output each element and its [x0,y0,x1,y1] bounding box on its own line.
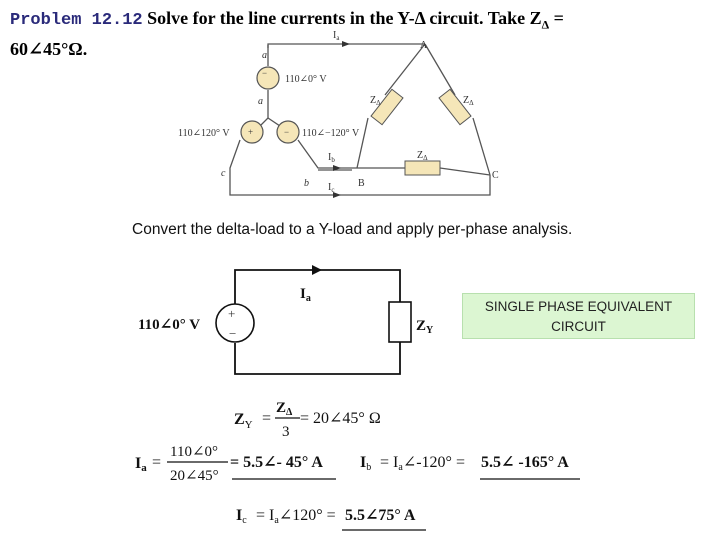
node-B-label: B [358,178,365,189]
node-b-label: b [304,178,309,189]
svg-text:Ia: Ia [135,455,147,474]
ia-eq-num: 110∠0° [170,444,219,460]
node-c-label: c [221,168,226,179]
source-b-label: 110∠−120° V [302,128,360,139]
svg-text:= Ia∠120° =: = Ia∠120° = [256,507,336,526]
zy-eq-lhs: Z [234,411,245,428]
svg-text:ZΔ: $Z_\Delta$ [463,95,474,107]
source-a-minus: − [262,68,268,78]
ib-eq-mid: = I [380,454,399,471]
z-bottom-label: Z [417,150,424,161]
ib-eq-lhs: I [360,454,367,471]
source-a-label: 110∠0° V [285,74,327,85]
svg-text:=: = [262,410,272,427]
zy-eq-num: Z [276,400,287,416]
svg-text:ZY: $Z_Y$ [234,411,253,431]
equivalent-circuit-label [462,293,695,339]
zy-impedance-icon [389,302,411,342]
equivalent-label-line2: CIRCUIT [551,319,606,334]
source-a-icon [257,67,279,89]
equivalent-label-line1: SINGLE PHASE EQUIVALENT [484,299,673,314]
ia-eq-den: 20∠45° [170,468,219,484]
source-value: 110∠0° V [138,317,201,333]
ic-eq-mid: = I [256,507,275,524]
ia-eq-rhs: = 5.5∠- 45° A [230,454,323,471]
svg-text:ZY: $Z_Y$ [416,318,434,336]
svg-text:ZΔ: $Z_\Delta$ [417,150,428,162]
current-label: I [300,286,306,302]
ia-eq-lhs: I [135,455,142,472]
zy-label: Z [416,318,427,334]
z-delta-bottom-icon [405,161,440,175]
ic-eq-rhs: 5.5∠75° A [345,507,416,524]
problem-label: Problem 12.12 [10,11,143,30]
instruction-text: Convert the delta-load to a Y-load and apply per-phase analysis. [132,221,573,238]
node-A-label: A [420,40,428,51]
source-c-label: 110∠120° V [178,128,230,139]
zy-eq-rhs: = 20∠45° Ω [300,410,381,427]
equations [135,400,580,530]
problem-statement: Solve for the line currents in the Y-Δ circuit. Take $Z_\Delta$ = [147,8,564,32]
svg-text:Ic: Ic [236,507,247,526]
node-a-label: a [262,50,267,61]
svg-text:Ic: $I_c$ [328,182,335,194]
source-b-minus: − [284,127,290,137]
zy-eq-den: 3 [282,424,290,440]
svg-text:ZΔ: $Z_\Delta$ [370,95,381,107]
single-phase-circuit [235,270,400,374]
z-left-label: Z [370,95,377,106]
svg-text:Ib: Ib [360,454,372,473]
ic-eq-lhs: I [236,507,243,524]
svg-text:= Ia∠-120° =: = Ia∠-120° = [380,454,465,473]
current-Ic-label: I [328,182,332,193]
node-n-label: a [258,96,263,107]
z-right-label: Z [463,95,470,106]
source-plus: + [228,306,236,321]
current-arrow-icon [312,265,322,275]
ib-eq-rhs: 5.5∠ -165° A [481,454,569,471]
svg-text:Ib: $I_b$ [328,152,335,164]
source-minus: − [229,326,237,341]
svg-text:Ia: $I_a$ [333,30,340,42]
current-Ib-label: I [328,152,332,163]
svg-text:=: = [152,454,162,471]
impedance-value: 60∠45°Ω. [10,38,88,59]
node-C-label: C [492,170,499,181]
current-Ia-label: I [333,30,337,41]
source-c-plus: + [248,127,254,137]
svg-text:ZΔ: $Z_\Delta$ [276,400,293,418]
svg-text:Ia: $I_a$ [300,286,311,304]
